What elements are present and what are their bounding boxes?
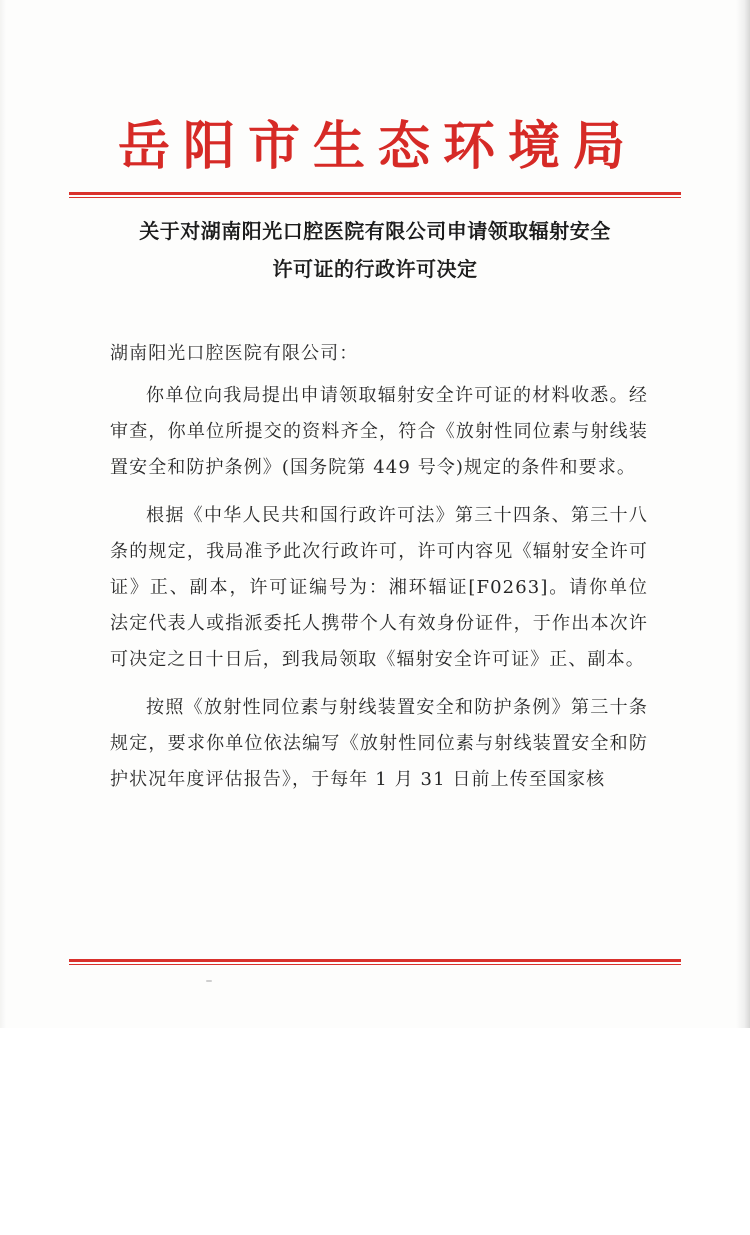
scan-speck bbox=[206, 980, 212, 982]
footer-red-rule bbox=[69, 959, 681, 965]
paragraph-1: 你单位向我局提出申请领取辐射安全许可证的材料收悉。经审查，你单位所提交的资料齐全，符合《放射性同位素与射线装置安全和防护条例》(国务院第 449 号令)规定的条件和要求。 bbox=[110, 385, 648, 478]
document-title bbox=[80, 212, 670, 288]
title-line-2: 许可证的行政许可决定 bbox=[272, 257, 478, 281]
paragraph-2: 根据《中华人民共和国行政许可法》第三十四条、第三十八条的规定，我局准予此次行政许可，许可内容见《辐射安全许可证》正、副本，许可证编号为：湘环辐证[F0263]。请你单位法定代表人或指派委托人携带个人有效身份证件，于作出本次许可决定之日十日后，到我局领取《辐射安全许可证》正、副本。 bbox=[110, 505, 648, 670]
issuing-authority-header: 岳阳市生态环境局 bbox=[117, 116, 638, 177]
salutation: 湖南阳光口腔医院有限公司： bbox=[110, 343, 359, 364]
paragraph-3: 按照《放射性同位素与射线装置安全和防护条例》第三十条规定，要求你单位依法编写《放射性同位素与射线装置安全和防护状况年度评估报告》，于每年 1 月 31 日前上传至国家核 bbox=[110, 697, 648, 790]
document-body bbox=[110, 336, 648, 798]
header-red-rule bbox=[69, 192, 681, 198]
title-line-1: 关于对湖南阳光口腔医院有限公司申请领取辐射安全 bbox=[139, 219, 611, 243]
